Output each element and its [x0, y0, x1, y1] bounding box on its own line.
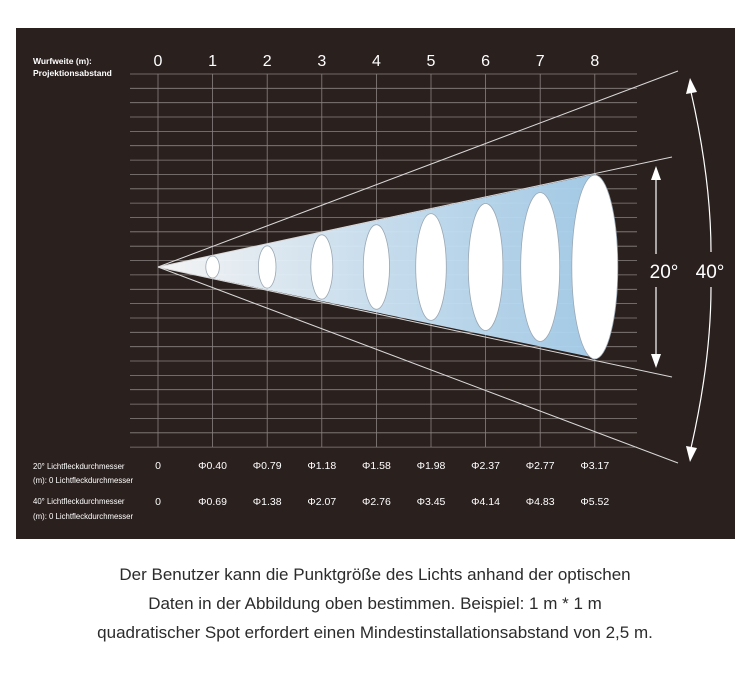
caption-line3: quadratischer Spot erfordert einen Mindestinstallationsabstand von 2,5 m.	[97, 623, 653, 642]
row40-label-line1: 40° Lichtfleckdurchmesser	[33, 497, 125, 506]
angle40-label: 40°	[695, 262, 725, 283]
beam20-diameter-value: Φ3.17	[580, 460, 610, 472]
beam40-diameter-value: Φ4.83	[525, 496, 555, 508]
beam40-diameter-value: Φ0.69	[198, 496, 228, 508]
light-spot-ellipse	[363, 225, 389, 310]
axis-title-line1: Wurfweite (m):	[33, 56, 92, 66]
light-spot-ellipse	[572, 175, 618, 359]
distance-label: 2	[262, 53, 272, 70]
distance-label: 5	[426, 53, 436, 70]
light-spot-ellipse	[258, 246, 276, 288]
beam20-diameter-value: Φ0.79	[252, 460, 282, 472]
beam40-diameter-value: Φ1.38	[252, 496, 282, 508]
row20-label-line1: 20° Lichtfleckdurchmesser	[33, 462, 125, 471]
beam20-diameter-value: Φ2.77	[525, 460, 555, 472]
caption-line2: Daten in der Abbildung oben bestimmen. Beispiel: 1 m * 1 m	[148, 594, 602, 613]
beam20-diameter-values	[155, 460, 609, 472]
caption-line1: Der Benutzer kann die Punktgröße des Lichts anhand der optischen	[119, 565, 631, 584]
row20-label-line2: (m): 0 Lichtfleckdurchmesser	[33, 476, 134, 485]
beam20-diameter-value: Φ1.58	[361, 460, 391, 472]
light-spot-ellipse	[311, 235, 333, 299]
light-spot-ellipse	[416, 214, 447, 321]
beam40-diameter-value: 0	[155, 496, 161, 508]
distance-labels	[154, 53, 600, 70]
beam40-diameter-value: Φ2.76	[361, 496, 391, 508]
distance-label: 7	[535, 53, 545, 70]
distance-label: 6	[481, 53, 491, 70]
light-spot-ellipse	[521, 193, 560, 342]
beam-angle-diagram	[16, 28, 735, 539]
caption	[0, 560, 750, 647]
distance-label: 3	[317, 53, 327, 70]
beam20-diameter-value: Φ2.37	[471, 460, 501, 472]
diagram-panel	[16, 28, 735, 539]
distance-label: 1	[208, 53, 218, 70]
beam20-diameter-value: Φ1.98	[416, 460, 446, 472]
beam20-diameter-value: Φ1.18	[307, 460, 337, 472]
angle20-label: 20°	[649, 262, 679, 283]
distance-label: 0	[153, 53, 163, 70]
light-spot-ellipse	[206, 256, 220, 278]
beam20-diameter-value: 0	[155, 460, 161, 472]
distance-label: 4	[371, 53, 381, 70]
beam40-diameter-value: Φ5.52	[580, 496, 610, 508]
distance-label: 8	[590, 53, 600, 70]
beam40-diameter-values	[155, 496, 609, 508]
beam40-diameter-value: Φ3.45	[416, 496, 446, 508]
beam40-diameter-value: Φ2.07	[307, 496, 337, 508]
beam40-diameter-value: Φ4.14	[471, 496, 501, 508]
axis-title-line2: Projektionsabstand	[33, 68, 112, 78]
beam20-diameter-value: Φ0.40	[198, 460, 228, 472]
row40-label-line2: (m): 0 Lichtfleckdurchmesser	[33, 512, 134, 521]
light-spot-ellipse	[468, 204, 503, 331]
